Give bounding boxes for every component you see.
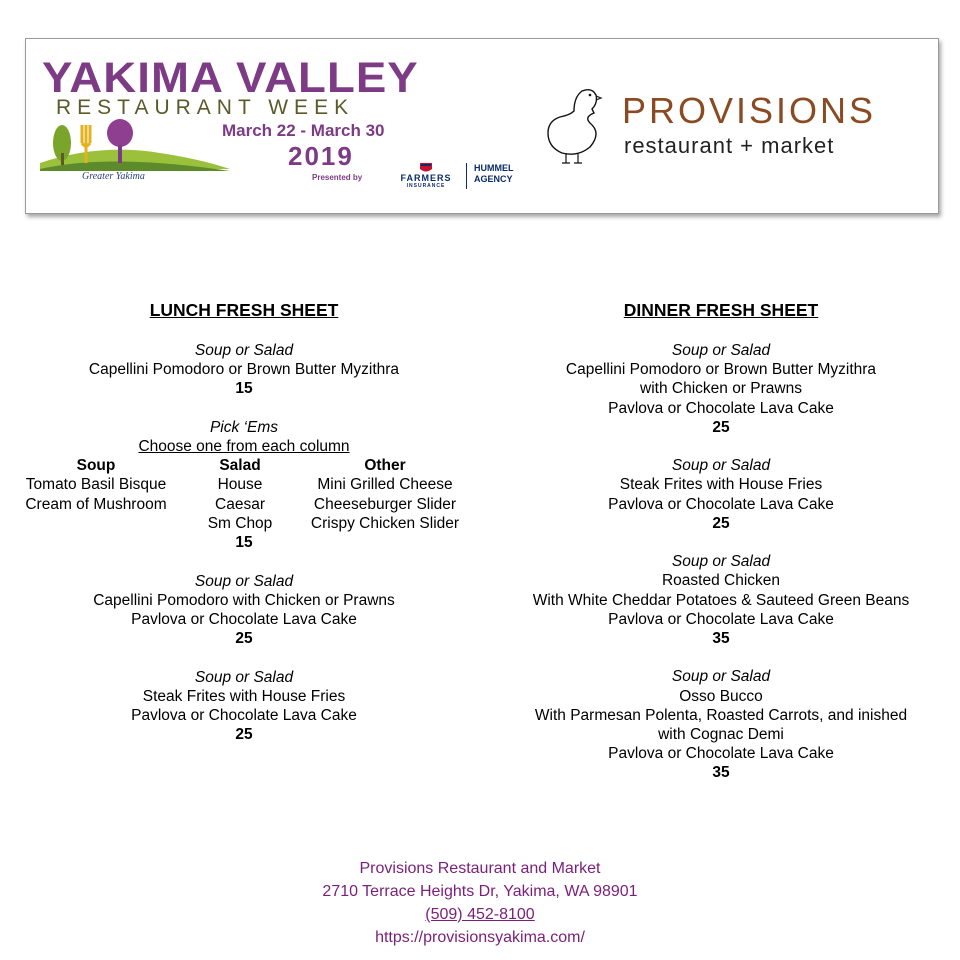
column-header: Salad bbox=[219, 457, 261, 475]
list-item: Tomato Basil Bisque bbox=[25, 476, 167, 494]
lunch-course-3 bbox=[6, 572, 482, 649]
farmers-logo-subtext: INSURANCE bbox=[406, 183, 446, 189]
course-price: 15 bbox=[235, 534, 253, 552]
dinner-course-1 bbox=[486, 341, 956, 437]
list-item: Crispy Chicken Slider bbox=[310, 514, 460, 532]
course-dessert: Pavlova or Chocolate Lava Cake bbox=[608, 495, 834, 513]
course-dessert: Pavlova or Chocolate Lava Cake bbox=[608, 610, 834, 628]
course-main: Capellini Pomodoro or Brown Butter Myzithra bbox=[565, 361, 877, 379]
phone-link[interactable]: (509) 452-8100 bbox=[425, 906, 535, 923]
lunch-menu bbox=[6, 299, 482, 744]
dinner-course-4 bbox=[486, 667, 956, 782]
event-title: YAKIMA VALLEY bbox=[42, 54, 419, 102]
hummel-line1: HUMMEL bbox=[474, 163, 514, 173]
course-starter: Soup or Salad bbox=[194, 572, 294, 590]
course-main: Roasted Chicken bbox=[661, 572, 781, 590]
lunch-title: LUNCH FRESH SHEET bbox=[149, 300, 339, 320]
lunch-course-1 bbox=[6, 341, 482, 399]
logo-divider bbox=[466, 163, 467, 189]
event-subtitle: RESTAURANT WEEK bbox=[56, 96, 355, 119]
course-main-detail: With White Cheddar Potatoes & Sauteed Green Beans bbox=[532, 591, 910, 609]
hummel-line2: AGENCY bbox=[474, 174, 513, 184]
course-main: Steak Frites with House Fries bbox=[142, 687, 346, 705]
event-dates: March 22 - March 30 bbox=[222, 121, 385, 140]
list-item: Cheeseburger Slider bbox=[313, 495, 457, 513]
footer-contact bbox=[0, 857, 960, 949]
pickems-instruction: Choose one from each column bbox=[138, 438, 350, 455]
list-item: House bbox=[217, 476, 263, 494]
pickems-title: Pick ‘Ems bbox=[209, 418, 279, 436]
course-price: 25 bbox=[235, 630, 253, 648]
chick-icon bbox=[544, 83, 604, 165]
course-dessert: Pavlova or Chocolate Lava Cake bbox=[608, 745, 834, 763]
dinner-course-3 bbox=[486, 552, 956, 648]
course-main-detail: with Cognac Demi bbox=[658, 726, 784, 744]
course-main: Osso Bucco bbox=[679, 687, 763, 705]
hummel-agency-logo bbox=[474, 163, 514, 185]
vineyard-hills-icon bbox=[40, 113, 230, 171]
farmers-logo-text: FARMERS bbox=[400, 173, 452, 183]
course-main: Capellini Pomodoro with Chicken or Prawns bbox=[93, 591, 395, 609]
course-price: 25 bbox=[712, 418, 730, 436]
course-main-detail: With Parmesan Polenta, Roasted Carrots, and inished bbox=[534, 706, 908, 724]
list-item: Cream of Mushroom bbox=[25, 495, 167, 513]
course-price: 35 bbox=[712, 764, 730, 782]
list-item: Sm Chop bbox=[207, 514, 273, 532]
footer-address: 2710 Terrace Heights Dr, Yakima, WA 98901 bbox=[322, 883, 638, 900]
dinner-course-2 bbox=[486, 456, 956, 533]
course-main-detail: with Chicken or Prawns bbox=[640, 380, 802, 398]
column-header: Other bbox=[364, 457, 406, 475]
course-dessert: Pavlova or Chocolate Lava Cake bbox=[131, 707, 357, 724]
course-main: Capellini Pomodoro or Brown Butter Myzithra bbox=[88, 361, 400, 379]
restaurant-logo-title: PROVISIONS bbox=[622, 90, 877, 131]
pickems-column-salad bbox=[180, 456, 300, 533]
course-dessert: Pavlova or Chocolate Lava Cake bbox=[131, 611, 357, 628]
pickems-column-soup bbox=[10, 456, 182, 514]
course-starter: Soup or Salad bbox=[194, 668, 294, 686]
course-price: 35 bbox=[712, 630, 730, 648]
course-starter: Soup or Salad bbox=[194, 342, 294, 359]
pickems-column-other bbox=[300, 456, 470, 533]
course-starter: Soup or Salad bbox=[671, 457, 771, 475]
restaurant-logo-tagline: restaurant + market bbox=[624, 133, 835, 158]
course-starter: Soup or Salad bbox=[671, 342, 771, 359]
course-price: 25 bbox=[712, 514, 730, 532]
lunch-pickems bbox=[6, 418, 482, 553]
presented-by-label: Presented by bbox=[312, 173, 363, 182]
column-header: Soup bbox=[76, 457, 116, 475]
course-starter: Soup or Salad bbox=[671, 553, 771, 571]
course-price: 25 bbox=[235, 726, 253, 744]
dinner-menu bbox=[486, 299, 956, 783]
lunch-course-4 bbox=[6, 668, 482, 745]
website-link[interactable]: https://provisionsyakima.com/ bbox=[375, 929, 585, 946]
course-starter: Soup or Salad bbox=[671, 668, 771, 686]
dinner-title: DINNER FRESH SHEET bbox=[623, 300, 819, 320]
pickems-table bbox=[6, 456, 482, 533]
course-main: Steak Frites with House Fries bbox=[619, 476, 823, 494]
chamber-logo: Greater Yakima bbox=[82, 171, 145, 182]
footer-name: Provisions Restaurant and Market bbox=[359, 860, 601, 877]
event-year: 2019 bbox=[288, 141, 354, 171]
course-dessert: Pavlova or Chocolate Lava Cake bbox=[608, 399, 834, 417]
list-item: Caesar bbox=[215, 495, 265, 513]
course-price: 15 bbox=[235, 380, 253, 398]
header-banner bbox=[25, 38, 939, 214]
list-item: Mini Grilled Cheese bbox=[317, 476, 453, 494]
